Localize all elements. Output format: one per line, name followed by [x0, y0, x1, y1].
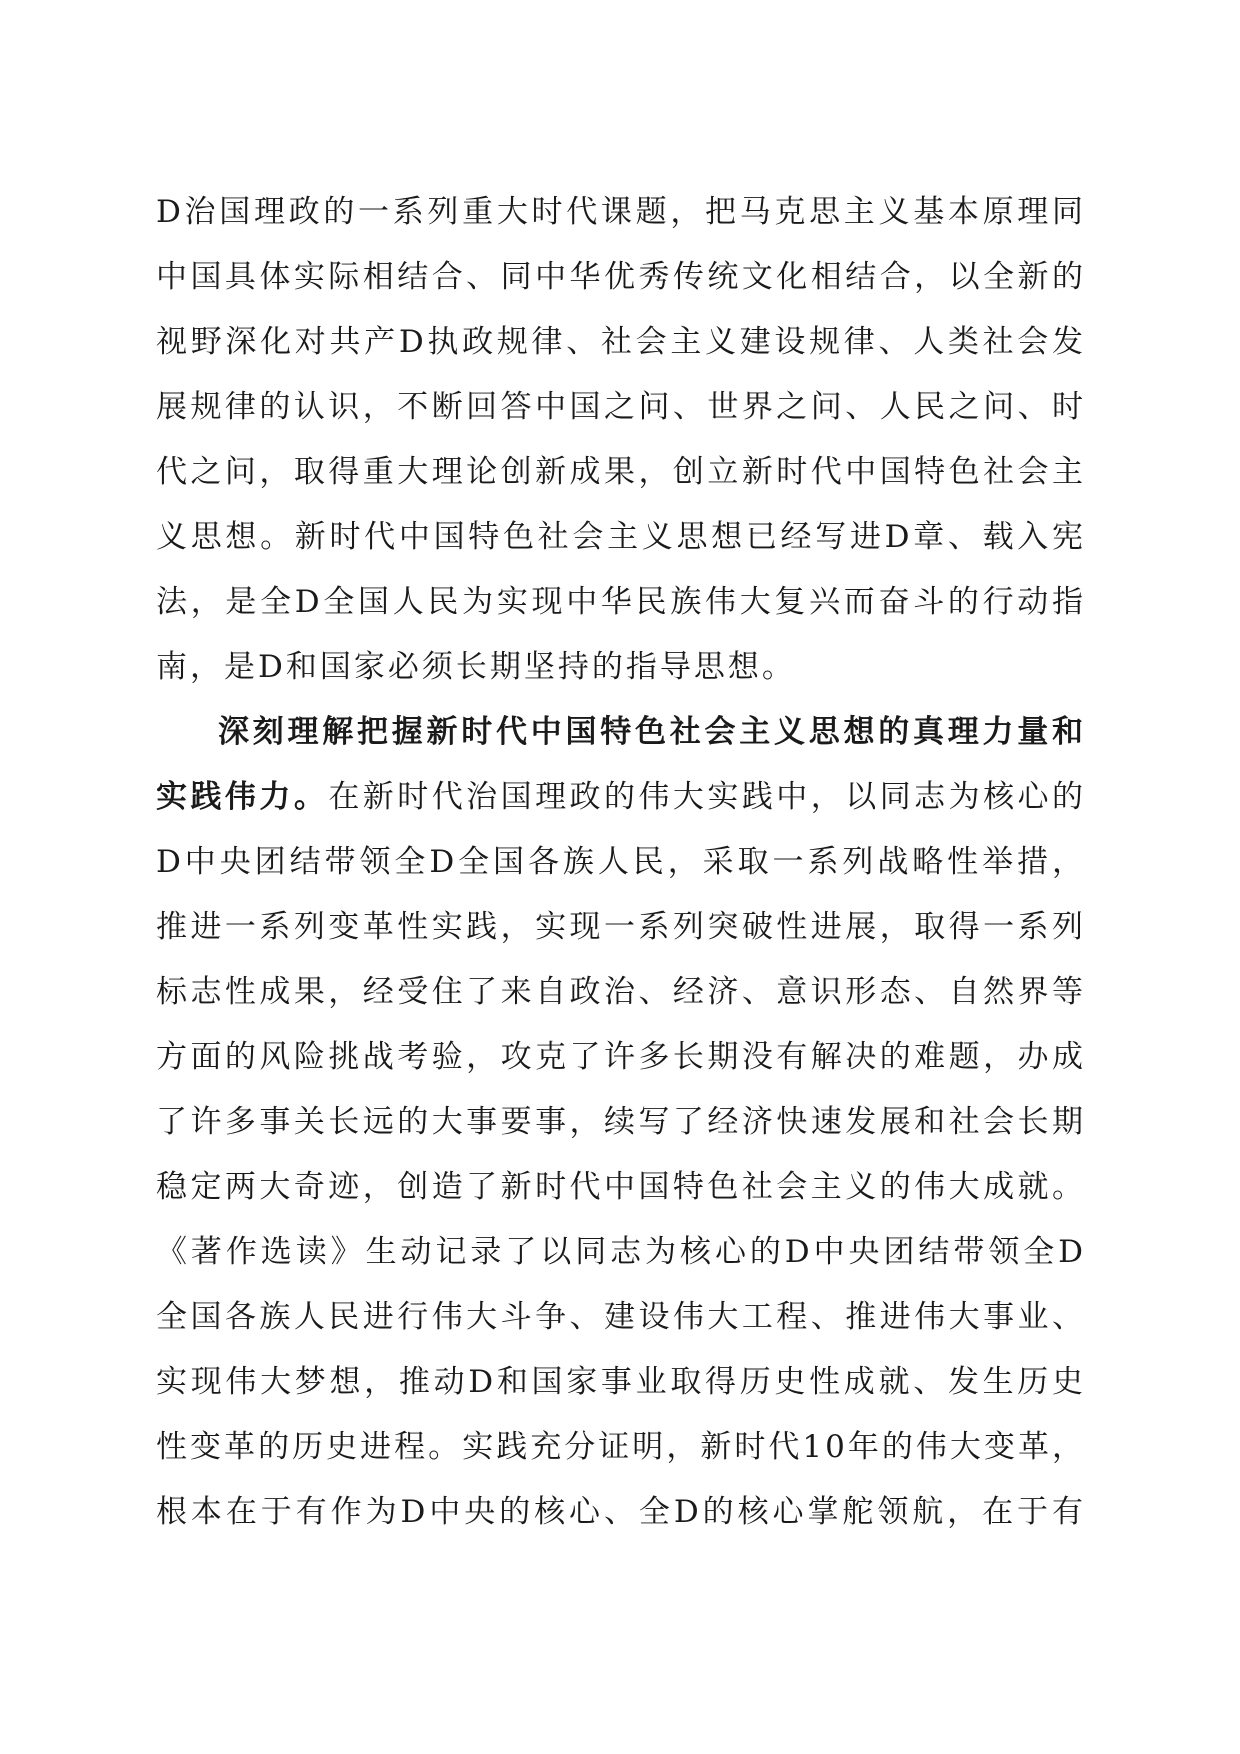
- text-line: 稳定两大奇迹，创造了新时代中国特色社会主义的伟大成就。: [156, 1169, 1086, 1205]
- text-line: 义思想。新时代中国特色社会主义思想已经写进D章、载入宪: [156, 519, 1086, 555]
- text-line: 展规律的认识，不断回答中国之问、世界之问、人民之问、时: [156, 389, 1086, 425]
- paragraph-2: [156, 700, 1086, 1545]
- text-segment: 在新时代治国理政的伟大实践中，以同志为核心的: [328, 779, 1087, 815]
- text-line: 代之问，取得重大理论创新成果，创立新时代中国特色社会主: [156, 454, 1086, 490]
- text-line: 南，是D和国家必须长期坚持的指导思想。: [156, 649, 796, 685]
- document-body: [156, 180, 1086, 1545]
- text-line: 实现伟大梦想，推动D和国家事业取得历史性成就、发生历史: [156, 1364, 1086, 1400]
- text-line: 法，是全D全国人民为实现中华民族伟大复兴而奋斗的行动指: [156, 584, 1086, 620]
- text-line: [156, 765, 1086, 830]
- paragraph-heading-end: 实践伟力。: [156, 779, 329, 815]
- text-line: 推进一系列变革性实践，实现一系列突破性进展，取得一系列: [156, 909, 1086, 945]
- text-line: 视野深化对共产D执政规律、社会主义建设规律、人类社会发: [156, 324, 1086, 360]
- text-line: D治国理政的一系列重大时代课题，把马克思主义基本原理同: [156, 194, 1086, 230]
- paragraph-heading: 深刻理解把握新时代中国特色社会主义思想的真理力量和: [218, 714, 1086, 750]
- text-line: 中国具体实际相结合、同中华优秀传统文化相结合，以全新的: [156, 259, 1086, 295]
- text-line: 性变革的历史进程。实践充分证明，新时代10年的伟大变革，: [156, 1429, 1086, 1465]
- text-line: 全国各族人民进行伟大斗争、建设伟大工程、推进伟大事业、: [156, 1299, 1086, 1335]
- text-line: 了许多事关长远的大事要事，续写了经济快速发展和社会长期: [156, 1104, 1086, 1140]
- text-line: 《著作选读》生动记录了以同志为核心的D中央团结带领全D: [156, 1234, 1086, 1270]
- text-line: 方面的风险挑战考验，攻克了许多长期没有解决的难题，办成: [156, 1039, 1086, 1075]
- text-line: 根本在于有作为D中央的核心、全D的核心掌舵领航，在于有: [156, 1494, 1086, 1530]
- text-line: 标志性成果，经受住了来自政治、经济、意识形态、自然界等: [156, 974, 1086, 1010]
- paragraph-1: [156, 180, 1086, 700]
- text-line: D中央团结带领全D全国各族人民，采取一系列战略性举措，: [156, 844, 1086, 880]
